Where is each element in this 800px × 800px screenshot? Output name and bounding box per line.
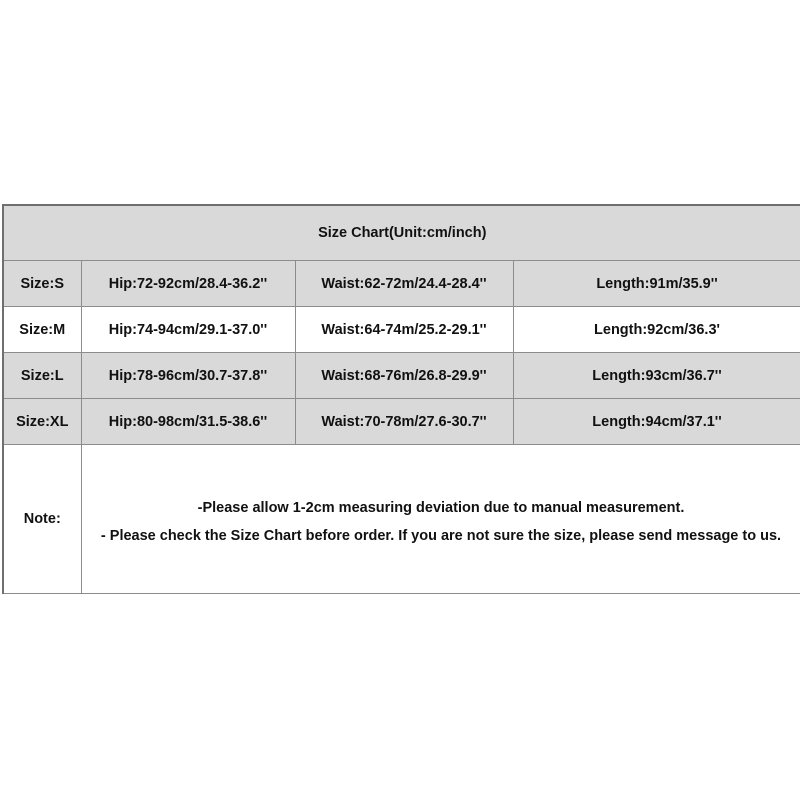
note-row [3, 445, 800, 594]
hip-measurement: Hip:72-92cm/28.4-36.2'' [81, 261, 295, 307]
size-row-s [3, 261, 800, 307]
length-measurement: Length:93cm/36.7'' [513, 353, 800, 399]
size-chart-table [2, 204, 800, 594]
note-line-check-size-chart: - Please check the Size Chart before order. If you are not sure the size, please send message to us. [100, 528, 782, 544]
note-line-measuring-deviation: -Please allow 1-2cm measuring deviation due to manual measurement. [197, 500, 685, 516]
size-label: Size:L [3, 353, 81, 399]
waist-measurement: Waist:70-78m/27.6-30.7'' [295, 399, 513, 445]
waist-measurement: Waist:62-72m/24.4-28.4'' [295, 261, 513, 307]
waist-measurement: Waist:68-76m/26.8-29.9'' [295, 353, 513, 399]
note-body [81, 445, 800, 594]
size-row-m [3, 307, 800, 353]
size-label: Size:S [3, 261, 81, 307]
size-label: Size:M [3, 307, 81, 353]
length-measurement: Length:94cm/37.1'' [513, 399, 800, 445]
length-measurement: Length:92cm/36.3' [513, 307, 800, 353]
size-chart-title-row [3, 205, 800, 261]
hip-measurement: Hip:74-94cm/29.1-37.0'' [81, 307, 295, 353]
size-row-l [3, 353, 800, 399]
length-measurement: Length:91m/35.9'' [513, 261, 800, 307]
hip-measurement: Hip:80-98cm/31.5-38.6'' [81, 399, 295, 445]
size-row-xl [3, 399, 800, 445]
size-chart-title: Size Chart(Unit:cm/inch) [3, 205, 800, 261]
hip-measurement: Hip:78-96cm/30.7-37.8'' [81, 353, 295, 399]
waist-measurement: Waist:64-74m/25.2-29.1'' [295, 307, 513, 353]
note-label: Note: [3, 445, 81, 594]
size-label: Size:XL [3, 399, 81, 445]
